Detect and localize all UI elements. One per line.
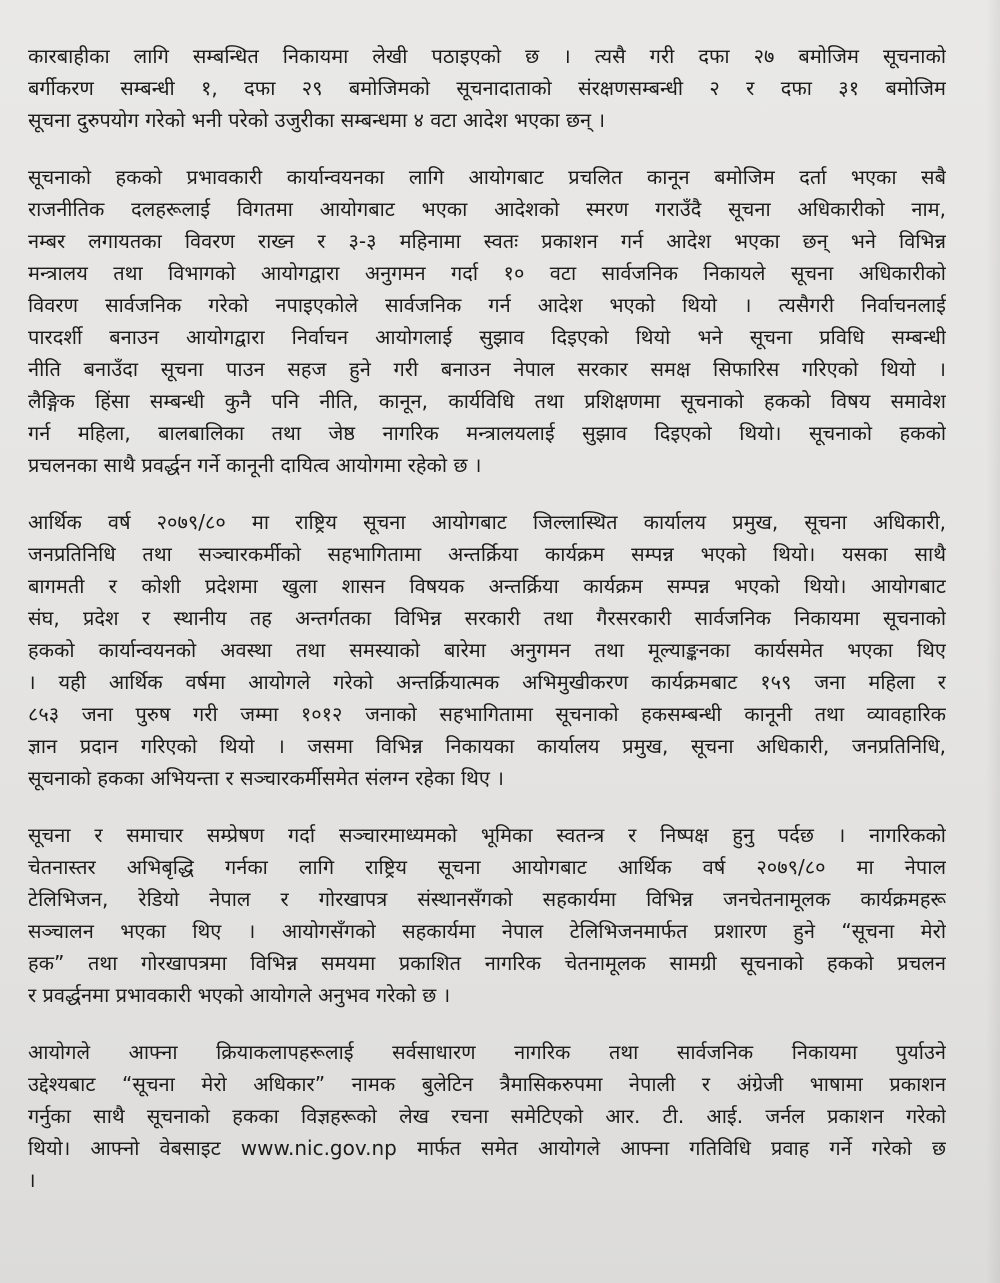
text-line: थियो। आफ्नो वेबसाइट www.nic.gov.np मार्फत समेत आयोगले आफ्ना गतिविधि प्रवाह गर्ने गरेको छ bbox=[28, 1136, 946, 1160]
paragraph-5 bbox=[28, 1036, 946, 1196]
text-line: सूचना र समाचार सम्प्रेषण गर्दा सञ्चारमाध्यमको भूमिका स्वतन्त्र र निष्पक्ष हुनु पर्दछ । नागरिकको bbox=[28, 823, 946, 847]
text-line: टेलिभिजन, रेडियो नेपाल र गोरखापत्र संस्थानसँगको सहकार्यमा विभिन्न जनचेतनामूलक कार्यक्रमहरू bbox=[28, 887, 946, 911]
text-line: हक” तथा गोरखापत्रमा विभिन्न समयमा प्रकाशित नागरिक चेतनामूलक सामग्री सूचनाको हकको प्रचलन bbox=[28, 951, 946, 975]
text-line: । यही आर्थिक वर्षमा आयोगले गरेको अन्तर्क्रियात्मक अभिमुखीकरण कार्यक्रमबाट १५९ जना महिला र bbox=[28, 670, 946, 694]
text-line: मन्त्रालय तथा विभागको आयोगद्वारा अनुगमन गर्दा १० वटा सार्वजनिक निकायले सूचना अधिकारीको bbox=[28, 261, 946, 285]
text-line: चेतनास्तर अभिबृद्धि गर्नका लागि राष्ट्रिय सूचना आयोगबाट आर्थिक वर्ष २०७९/८० मा नेपाल bbox=[28, 855, 946, 879]
text-line: गर्न महिला, बालबालिका तथा जेष्ठ नागरिक मन्त्रालयलाई सुझाव दिइएको थियो। सूचनाको हकको bbox=[28, 421, 946, 445]
text-line: ज्ञान प्रदान गरिएको थियो । जसमा विभिन्न निकायका कार्यालय प्रमुख, सूचना अधिकारी, जनप्रतिनिधि, bbox=[28, 734, 946, 758]
text-line: कारबाहीका लागि सम्बन्धित निकायमा लेखी पठाइएको छ । त्यसै गरी दफा २७ बमोजिम सूचनाको bbox=[28, 44, 946, 68]
text-line: सूचना दुरुपयोग गरेको भनी परेको उजुरीका सम्बन्धमा ४ वटा आदेश भएका छन् । bbox=[28, 108, 606, 132]
page-edge-shadow bbox=[986, 0, 1000, 1283]
paragraph-2 bbox=[28, 161, 946, 481]
text-line: लैङ्गिक हिंसा सम्बन्धी कुनै पनि नीति, कानून, कार्यविधि तथा प्रशिक्षणमा सूचनाको हकको विषय समावेश bbox=[28, 389, 946, 413]
text-line: उद्देश्यबाट “सूचना मेरो अधिकार” नामक बुलेटिन त्रैमासिकरुपमा नेपाली र अंग्रेजी भाषामा प्रकाशन bbox=[28, 1072, 946, 1096]
text-line: बागमती र कोशी प्रदेशमा खुला शासन विषयक अन्तर्क्रिया कार्यक्रम सम्पन्न भएको थियो। आयोगबाट bbox=[28, 574, 946, 598]
text-line: सूचनाको हकको प्रभावकारी कार्यान्वयनका लागि आयोगबाट प्रचलित कानून बमोजिम दर्ता भएका सबै bbox=[28, 165, 946, 189]
text-line: विवरण सार्वजनिक गरेको नपाइएकोले सार्वजनिक गर्न आदेश भएको थियो । त्यसैगरी निर्वाचनलाई bbox=[28, 293, 946, 317]
text-line: हकको कार्यान्वयनको अवस्था तथा समस्याको बारेमा अनुगमन तथा मूल्याङ्कनका कार्यसमेत भएका थिए bbox=[28, 638, 946, 662]
text-line: सञ्चालन भएका थिए । आयोगसँगको सहकार्यमा नेपाल टेलिभिजनमार्फत प्रशारण हुने “सूचना मेरो bbox=[28, 919, 946, 943]
paragraph-4 bbox=[28, 819, 946, 1011]
text-line: संघ, प्रदेश र स्थानीय तह अन्तर्गतका विभिन्न सरकारी तथा गैरसरकारी सार्वजनिक निकायमा सूचनाको bbox=[28, 606, 946, 630]
text-line: प्रचलनका साथै प्रवर्द्धन गर्ने कानूनी दायित्व आयोगमा रहेको छ । bbox=[28, 453, 482, 477]
text-line: गर्नुका साथै सूचनाको हकका विज्ञहरूको लेख रचना समेटिएको आर. टी. आई. जर्नल प्रकाशन गरेको bbox=[28, 1104, 946, 1128]
text-line: र प्रवर्द्धनमा प्रभावकारी भएको आयोगले अनुभव गरेको छ । bbox=[28, 983, 451, 1007]
text-line: ८५३ जना पुरुष गरी जम्मा १०१२ जनाको सहभागितामा सूचनाको हकसम्बन्धी कानूनी तथा व्यावहारिक bbox=[28, 702, 946, 726]
text-line: आर्थिक वर्ष २०७९/८० मा राष्ट्रिय सूचना आयोगबाट जिल्लास्थित कार्यालय प्रमुख, सूचना अधिकारी, bbox=[28, 510, 946, 534]
text-line: बर्गीकरण सम्बन्धी १, दफा २९ बमोजिमको सूचनादाताको संरक्षणसम्बन्धी २ र दफा ३१ बमोजिम bbox=[28, 76, 946, 100]
text-line: नीति बनाउँदा सूचना पाउन सहज हुने गरी बनाउन नेपाल सरकार समक्ष सिफारिस गरिएको थियो । bbox=[28, 357, 946, 381]
text-line: नम्बर लगायतका विवरण राख्न र ३-३ महिनामा स्वतः प्रकाशन गर्न आदेश भएका छन् भने विभिन्न bbox=[28, 229, 946, 253]
text-line: राजनीतिक दलहरूलाई विगतमा आयोगबाट भएका आदेशको स्मरण गराउँदै सूचना अधिकारीको नाम, bbox=[28, 197, 946, 221]
text-line: सूचनाको हकका अभियन्ता र सञ्चारकर्मीसमेत संलग्न रहेका थिए । bbox=[28, 766, 504, 790]
text-line: । bbox=[28, 1168, 36, 1192]
text-line: पारदर्शी बनाउन आयोगद्वारा निर्वाचन आयोगलाई सुझाव दिइएको थियो भने सूचना प्रविधि सम्बन्धी bbox=[28, 325, 946, 349]
text-line: आयोगले आफ्ना क्रियाकलापहरूलाई सर्वसाधारण नागरिक तथा सार्वजनिक निकायमा पुर्याउने bbox=[28, 1040, 946, 1064]
paragraph-3 bbox=[28, 506, 946, 794]
paragraph-1 bbox=[28, 40, 946, 136]
text-line: जनप्रतिनिधि तथा सञ्चारकर्मीको सहभागितामा अन्तर्क्रिया कार्यक्रम सम्पन्न भएको थियो। यसका साथै bbox=[28, 542, 946, 566]
document-body bbox=[28, 40, 946, 1196]
